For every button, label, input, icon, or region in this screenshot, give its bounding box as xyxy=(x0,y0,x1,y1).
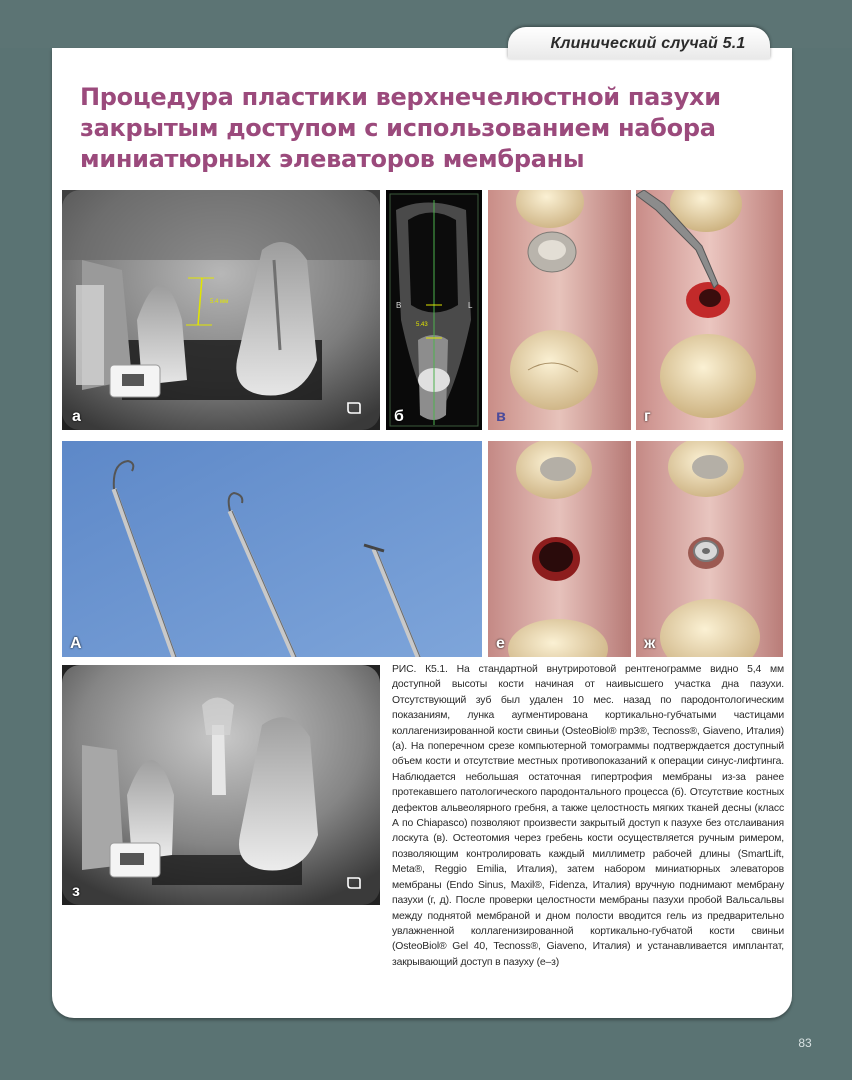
photo-b-ct xyxy=(386,190,482,430)
photo-z-xray xyxy=(62,665,380,905)
figure-caption: РИС. К5.1. На стандартной внутриротовой рентгенограмме видно 5,4 мм доступной высоты кости начиная от наивысшего участка дна пазухи. Отсутствующий зуб был удален 10 мес. назад по пародонтологическим показаниям, лунка аугментирована кортикально-губчатыми частицами коллагенизированной кости свиньи (OsteoBiol® mp3®, Tecnoss®, Giaveno, Италия) (а). На поперечном срезе компьютерной томограммы подтверждается доступный объем кости и отсутствие местных противопоказаний к операции синус-лифтинга. Наблюдается небольшая остаточная гипертрофия мембраны из-за ранее протекавшего патологического пародонтального процесса (б). Отсутствие костных дефектов альвеолярного гребня, а также целостность мягких тканей десны (класс А по Chiapasco) позволяют произвести закрытый доступ к пазухе без отслаивания лоскута (в). Остеотомия через гребень кости осуществляется ручным римером, позволяющим контролировать каждый миллиметр рабочей длины (SmartLift, Meta®, Reggio Emilia, Италия), затем набором миниатюрных элеваторов мембраны (Endo Sinus, Maxil®, Fidenza, Италия) вручную поднимают мембрану пазухи (г, д). После проверки целостности мембраны пазухи пробой Вальсальвы между поднятой мембраной и дном полости вводится гель из предварительно увлажненной коллагенизированной кортикально-губчатой кости свиньи (OsteoBiol® Gel 40, Tecnoss®, Giaveno, Италия) и устанавливается имплантат, закрывающий доступ в пазуху (е–з) xyxy=(392,664,784,968)
panel-label-a: а xyxy=(72,408,81,425)
panel-label-g: г xyxy=(644,408,651,425)
page-number: 83 xyxy=(798,1036,812,1050)
ct-side-left: B xyxy=(396,301,402,310)
photo-A-instruments xyxy=(62,441,482,657)
orientation-marker-icon xyxy=(346,400,362,416)
case-label: Клинический случай 5.1 xyxy=(550,35,746,52)
panel-label-A: А xyxy=(70,635,82,652)
panel-label-zh: ж xyxy=(644,635,656,652)
xray-measure: 5.4 мм xyxy=(210,299,229,305)
page-title: Процедура пластики верхнечелюстной пазухи закрытым доступом с использованием набора миниатюрных элеваторов мембраны xyxy=(80,83,721,173)
photo-a-xray xyxy=(62,190,380,430)
orientation-marker-icon xyxy=(346,875,362,891)
photo-e-intraoral xyxy=(488,441,631,657)
photo-g-intraoral xyxy=(636,190,783,430)
ct-side-right: L xyxy=(468,301,473,310)
panel-label-e: е xyxy=(496,635,505,652)
panel-label-v: в xyxy=(496,408,506,425)
ct-measure: 5.43 xyxy=(416,322,428,328)
photo-v-intraoral xyxy=(488,190,631,430)
photo-zh-intraoral xyxy=(636,441,783,657)
panel-label-z: з xyxy=(72,883,80,900)
panel-label-b: б xyxy=(394,408,404,425)
